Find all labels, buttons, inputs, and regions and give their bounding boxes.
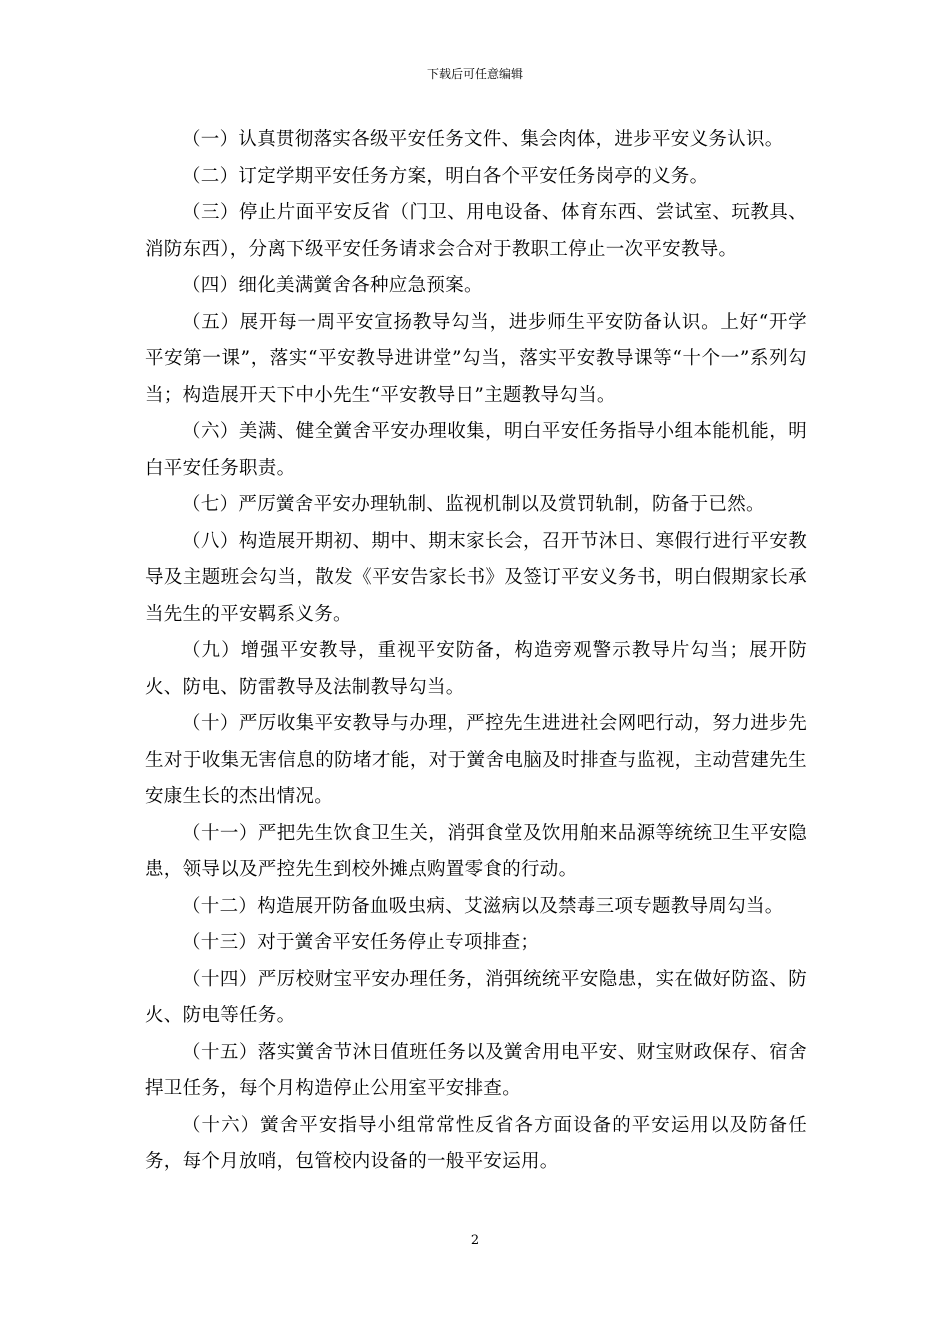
document-body: [145, 122, 807, 1181]
paragraph-16: （十六）黉舍平安指导小组常常性反省各方面设备的平安运用以及防备任务，每个月放哨，包管校内设备的一般平安运用。: [145, 1114, 807, 1172]
paragraph-12: （十二）构造展开防备血吸虫病、艾滋病以及禁毒三项专题教导周勾当。: [182, 895, 784, 917]
paragraph-13: （十三）对于黉舍平安任务停止专项排查；: [182, 932, 540, 953]
paragraph-5: （五）展开每一周平安宣扬教导勾当，进步师生平安防备认识。上好“开学平安第一课”，落实“平安教导进讲堂”勾当，落实平安教导课等“十个一”系列勾当；构造展开天下中小先生“平安教导日”主题教导勾当。: [145, 311, 807, 406]
paragraph-15: （十五）落实黉舍节沐日值班任务以及黉舍用电平安、财宝财政保存、宿舍捍卫任务，每个月构造停止公用室平安排查。: [145, 1041, 807, 1099]
paragraph-10: （十）严厉收集平安教导与办理，严控先生进进社会网吧行动，努力进步先生对于收集无害信息的防堵才能，对于黉舍电脑及时排查与监视，主动营建先生安康生长的杰出情况。: [145, 713, 807, 807]
paragraph-2: （二）订定学期平安任务方案，明白各个平安任务岗亭的义务。: [182, 165, 709, 187]
page-header: 下载后可任意编辑: [426, 67, 523, 81]
paragraph-4: （四）细化美满黉舍各种应急预案。: [182, 275, 483, 296]
paragraph-6: （六）美满、健全黉舍平安办理收集，明白平安任务指导小组本能机能，明白平安任务职责。: [145, 421, 807, 479]
paragraph-3: （三）停止片面平安反省（门卫、用电设备、体育东西、尝试室、玩教具、消防东西），分离下级平安任务请求会合对于教职工停止一次平安教导。: [145, 202, 807, 260]
paragraph-1: （一）认真贯彻落实各级平安任务文件、集会肉体，进步平安义务认识。: [182, 129, 784, 150]
paragraph-9: （九）增强平安教导，重视平安防备，构造旁观警示教导片勾当；展开防火、防电、防雷教导及法制教导勾当。: [145, 640, 807, 698]
paragraph-7: （七）严厉黉舍平安办理轨制、监视机制以及赏罚轨制，防备于已然。: [182, 494, 765, 515]
paragraph-11: （十一）严把先生饮食卫生关，消弭食堂及饮用舶来品源等统统卫生平安隐患，领导以及严控先生到校外摊点购置零食的行动。: [145, 822, 807, 880]
paragraph-8: （八）构造展开期初、期中、期末家长会，召开节沐日、寒假行进行平安教导及主题班会勾当，散发《平安告家长书》及签订平安义务书，明白假期家长承当先生的平安羁系义务。: [145, 530, 807, 625]
page-number: 2: [470, 1233, 480, 1248]
paragraph-14: （十四）严厉校财宝平安办理任务，消弭统统平安隐患，实在做好防盗、防火、防电等任务。: [145, 968, 807, 1026]
